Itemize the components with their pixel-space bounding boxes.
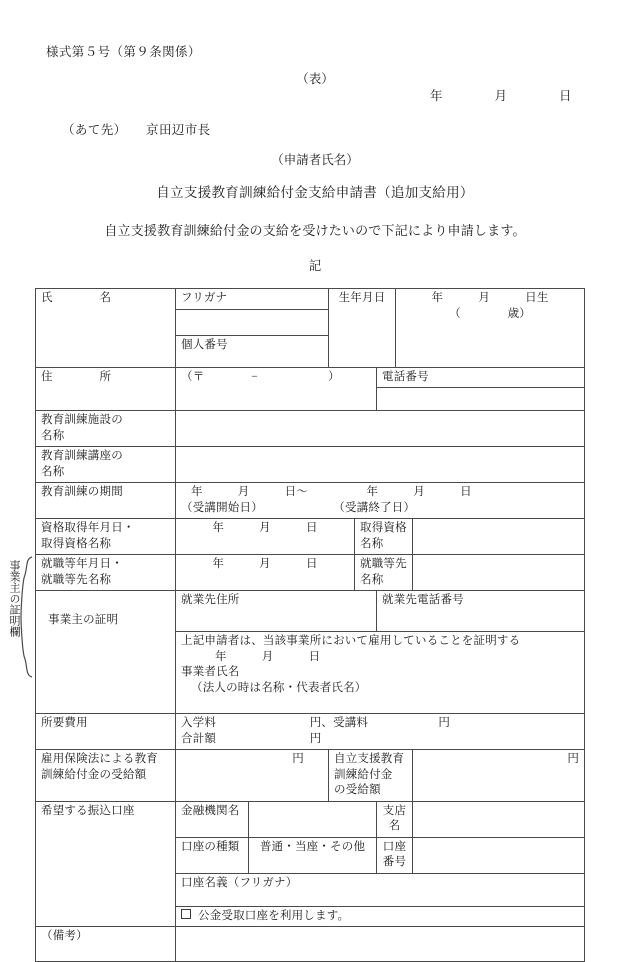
cost-value-field[interactable] xyxy=(176,714,585,750)
period-label: 教育訓練の期間 xyxy=(36,483,176,519)
employment-label-line1: 就職等年月日・ xyxy=(41,558,123,571)
personal-number-label[interactable]: 個人番号 xyxy=(176,335,329,367)
name-label: 氏 名 xyxy=(36,289,176,368)
work-address-label: 就業先住所 xyxy=(181,594,240,607)
subsidy-amount-label xyxy=(329,750,413,802)
qualification-date-field[interactable]: 年 月 日 xyxy=(176,519,355,555)
table-row-facility xyxy=(36,411,585,447)
period-line2: （受講開始日） （受講終了日） xyxy=(181,501,416,514)
qualification-label-line2: 取得資格名称 xyxy=(41,537,112,550)
submission-date-line[interactable]: 年 月 日 xyxy=(430,89,572,103)
facility-label-line2: 名称 xyxy=(41,429,65,442)
employer-certification-side-label: 事業主の証明欄 xyxy=(8,560,20,637)
furigana-label: フリガナ xyxy=(176,289,329,310)
ki-mark: 記 xyxy=(308,259,322,273)
insurance-amount-field[interactable]: 円 xyxy=(176,750,329,802)
cost-label: 所要費用 xyxy=(36,714,176,750)
table-row-employment xyxy=(36,555,585,591)
side-marker: （表） xyxy=(296,72,334,86)
employer-cert-label-cell xyxy=(36,591,176,714)
employer-certification-label: 事業主の証明 xyxy=(48,614,119,626)
employment-label xyxy=(36,555,176,591)
table-row-cost xyxy=(36,714,585,750)
applicant-name-label[interactable]: （申請者氏名） xyxy=(271,153,359,167)
public-account-checkbox-row[interactable] xyxy=(176,906,585,927)
phone-value-field[interactable] xyxy=(377,388,585,411)
course-label-line1: 教育訓練講座の xyxy=(41,450,123,463)
period-value-field[interactable] xyxy=(176,483,585,519)
branch-name-label: 支店名 xyxy=(377,801,413,837)
work-phone-field[interactable] xyxy=(377,591,585,632)
birthdate-line1: 年 月 日生 xyxy=(431,292,549,304)
qualification-name-label-line2: 名称 xyxy=(360,537,384,550)
table-row-qualification xyxy=(36,519,585,555)
account-holder-label: 口座名義（フリガナ） xyxy=(181,876,298,889)
insurance-label xyxy=(36,750,176,802)
page-title: 自立支援教育訓練給付金支給申請書（追加支給用） xyxy=(156,185,474,200)
qualification-name-label-line1: 取得資格 xyxy=(360,522,407,535)
table-row-remarks xyxy=(36,927,585,962)
employment-place-label xyxy=(355,555,413,591)
account-number-field[interactable] xyxy=(413,837,585,873)
subsidy-amount-label-line2: の受給額 xyxy=(334,784,381,797)
work-phone-label: 就業先電話番号 xyxy=(382,594,464,607)
lead-text: 自立支援教育訓練給付金の支給を受けたいので下記により申請します。 xyxy=(104,223,526,238)
birthdate-label: 生年月日 xyxy=(329,289,396,368)
facility-label xyxy=(36,411,176,447)
insurance-label-line2: 訓練給付金の受給額 xyxy=(41,768,147,781)
employment-place-label-line1: 就職等先 xyxy=(360,558,407,571)
subsidy-amount-field[interactable]: 円 xyxy=(413,750,585,802)
employer-cert-line3: 事業者氏名 xyxy=(181,666,240,679)
qualification-label-line1: 資格取得年月日・ xyxy=(41,522,135,535)
course-label-line2: 名称 xyxy=(41,465,65,478)
employer-cert-line4: （法人の時は名称・代表者氏名） xyxy=(191,681,367,694)
addressee-line: （あて先） 京田辺市長 xyxy=(62,123,211,137)
qualification-name-label xyxy=(355,519,413,555)
account-type-field[interactable]: 普通・当座・その他 xyxy=(249,837,377,873)
table-row-course xyxy=(36,447,585,483)
public-account-checkbox-label: 公金受取口座を利用します。 xyxy=(198,909,350,922)
account-number-label: 口座番号 xyxy=(377,837,413,873)
name-value-field[interactable] xyxy=(176,309,329,335)
address-label: 住 所 xyxy=(36,367,176,411)
bank-name-field[interactable] xyxy=(249,801,377,837)
branch-name-field[interactable] xyxy=(413,801,585,837)
period-line1: 年 月 日〜 年 月 日 xyxy=(191,486,472,499)
course-label xyxy=(36,447,176,483)
birthdate-value[interactable] xyxy=(396,289,585,368)
facility-label-line1: 教育訓練施設の xyxy=(41,414,123,427)
birthdate-line2: （ 歳） xyxy=(449,307,531,320)
employment-place-label-line2: 名称 xyxy=(360,573,384,586)
facility-value-field[interactable] xyxy=(176,411,585,447)
remarks-label: （備考） xyxy=(36,927,176,962)
employer-cert-line1: 上記申請者は、当該事業所において雇用していることを証明する xyxy=(181,635,521,648)
bank-account-label: 希望する振込口座 xyxy=(36,801,176,927)
table-row-insurance xyxy=(36,750,585,802)
checkbox-icon[interactable] xyxy=(181,909,191,919)
curly-brace-icon xyxy=(20,556,34,678)
insurance-label-line1: 雇用保険法による教育 xyxy=(41,753,158,766)
address-value-field[interactable]: （〒 − ） xyxy=(176,367,377,411)
table-row-address xyxy=(36,367,585,388)
bank-name-label: 金融機関名 xyxy=(176,801,249,837)
employment-place-field[interactable] xyxy=(413,555,585,591)
course-value-field[interactable] xyxy=(176,447,585,483)
qualification-label xyxy=(36,519,176,555)
subsidy-amount-label-line1: 自立支援教育訓練給付金 xyxy=(334,753,405,781)
employer-cert-text-field[interactable] xyxy=(176,632,585,714)
employer-cert-line2: 年 月 日 xyxy=(215,650,321,663)
cost-line1: 入学料 円、受講料 円 xyxy=(181,717,451,730)
table-row-name xyxy=(36,289,585,310)
phone-label: 電話番号 xyxy=(377,367,585,388)
remarks-field[interactable] xyxy=(176,927,585,962)
table-row-period xyxy=(36,483,585,519)
work-address-field[interactable] xyxy=(176,591,377,632)
qualification-name-field[interactable] xyxy=(413,519,585,555)
account-type-label: 口座の種類 xyxy=(176,837,249,873)
employment-date-field[interactable]: 年 月 日 xyxy=(176,555,355,591)
form-number: 様式第５号（第９条関係） xyxy=(46,45,201,59)
table-row-bank-name xyxy=(36,801,585,837)
employment-label-line2: 就職等先名称 xyxy=(41,573,112,586)
cost-line2: 合計額 円 xyxy=(181,732,322,745)
account-holder-field[interactable] xyxy=(176,873,585,906)
